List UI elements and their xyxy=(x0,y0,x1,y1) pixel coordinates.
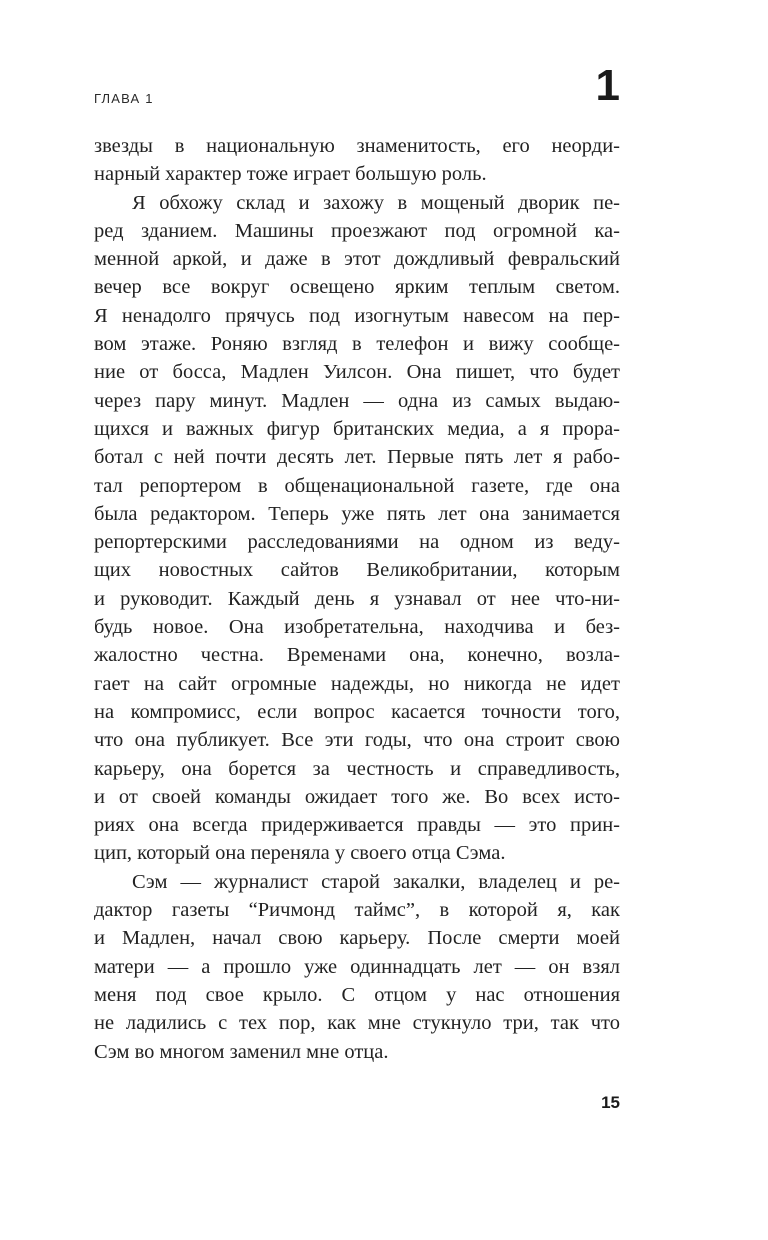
text-line: щих новостных сайтов Великобритании, которым xyxy=(94,559,620,582)
text-line: менной аркой, и даже в этот дождливый февральский xyxy=(94,248,620,271)
body-text xyxy=(94,132,620,1066)
text-line: карьеру, она борется за честность и справедливость, xyxy=(94,757,620,780)
text-line: и Мадлен, начал свою карьеру. После смерти моей xyxy=(94,927,620,950)
text-line: тал репортером в общенациональной газете, где она xyxy=(94,474,620,497)
text-line: жалостно честна. Временами она, конечно, возла- xyxy=(94,644,620,667)
text-line: Я ненадолго прячусь под изогнутым навесом на пер- xyxy=(94,304,620,327)
text-line: была редактором. Теперь уже пять лет она занимается xyxy=(94,502,620,525)
text-line: цип, который она переняла у своего отца Сэма. xyxy=(94,842,506,865)
running-head: ГЛАВА 1 xyxy=(94,91,154,106)
text-line: меня под свое крыло. С отцом у нас отношения xyxy=(94,983,620,1006)
text-line: и от своей команды ожидает того же. Во всех исто- xyxy=(94,785,620,808)
text-line: риях она всегда придерживается правды — это прин- xyxy=(94,814,620,837)
text-line: ботал с ней почти десять лет. Первые пять лет я рабо- xyxy=(94,446,620,469)
text-line: нарный характер тоже играет большую роль. xyxy=(94,163,487,186)
text-line: дактор газеты “Ричмонд таймс”, в которой я, как xyxy=(94,899,620,922)
text-line: не ладились с тех пор, как мне стукнуло три, так что xyxy=(94,1012,620,1035)
text-line: на компромисс, если вопрос касается точности того, xyxy=(94,700,620,723)
text-line: щихся и важных фигур британских медиа, а я прора- xyxy=(94,417,620,440)
text-line: гает на сайт огромные надежды, но никогда не идет xyxy=(94,672,620,695)
text-line: репортерскими расследованиями на одном из веду- xyxy=(94,531,620,554)
text-line: ред зданием. Машины проезжают под огромной ка- xyxy=(94,219,620,242)
text-line: Сэм во многом заменил мне отца. xyxy=(94,1040,389,1063)
text-line: и руководит. Каждый день я узнавал от нее что-ни- xyxy=(94,587,620,610)
chapter-number: 1 xyxy=(595,61,620,110)
text-line: что она публикует. Все эти годы, что она строит свою xyxy=(94,729,620,752)
page-number: 15 xyxy=(601,1093,620,1112)
text-line: матери — а прошло уже одиннадцать лет — он взял xyxy=(94,955,620,978)
text-line: ние от босса, Мадлен Уилсон. Она пишет, что будет xyxy=(94,361,620,384)
text-line: будь новое. Она изобретательна, находчива и без- xyxy=(94,616,620,639)
text-line: звезды в национальную знаменитость, его неорди- xyxy=(94,135,620,157)
text-line: через пару минут. Мадлен — одна из самых выдаю- xyxy=(94,389,620,412)
text-line: Я обхожу склад и захожу в мощеный дворик пе- xyxy=(132,191,620,214)
text-line: вечер все вокруг освещено ярким теплым светом. xyxy=(94,276,620,299)
text-line: Сэм — журналист старой закалки, владелец и ре- xyxy=(132,870,620,893)
text-line: вом этаже. Роняю взгляд в телефон и вижу сообще- xyxy=(94,333,620,356)
